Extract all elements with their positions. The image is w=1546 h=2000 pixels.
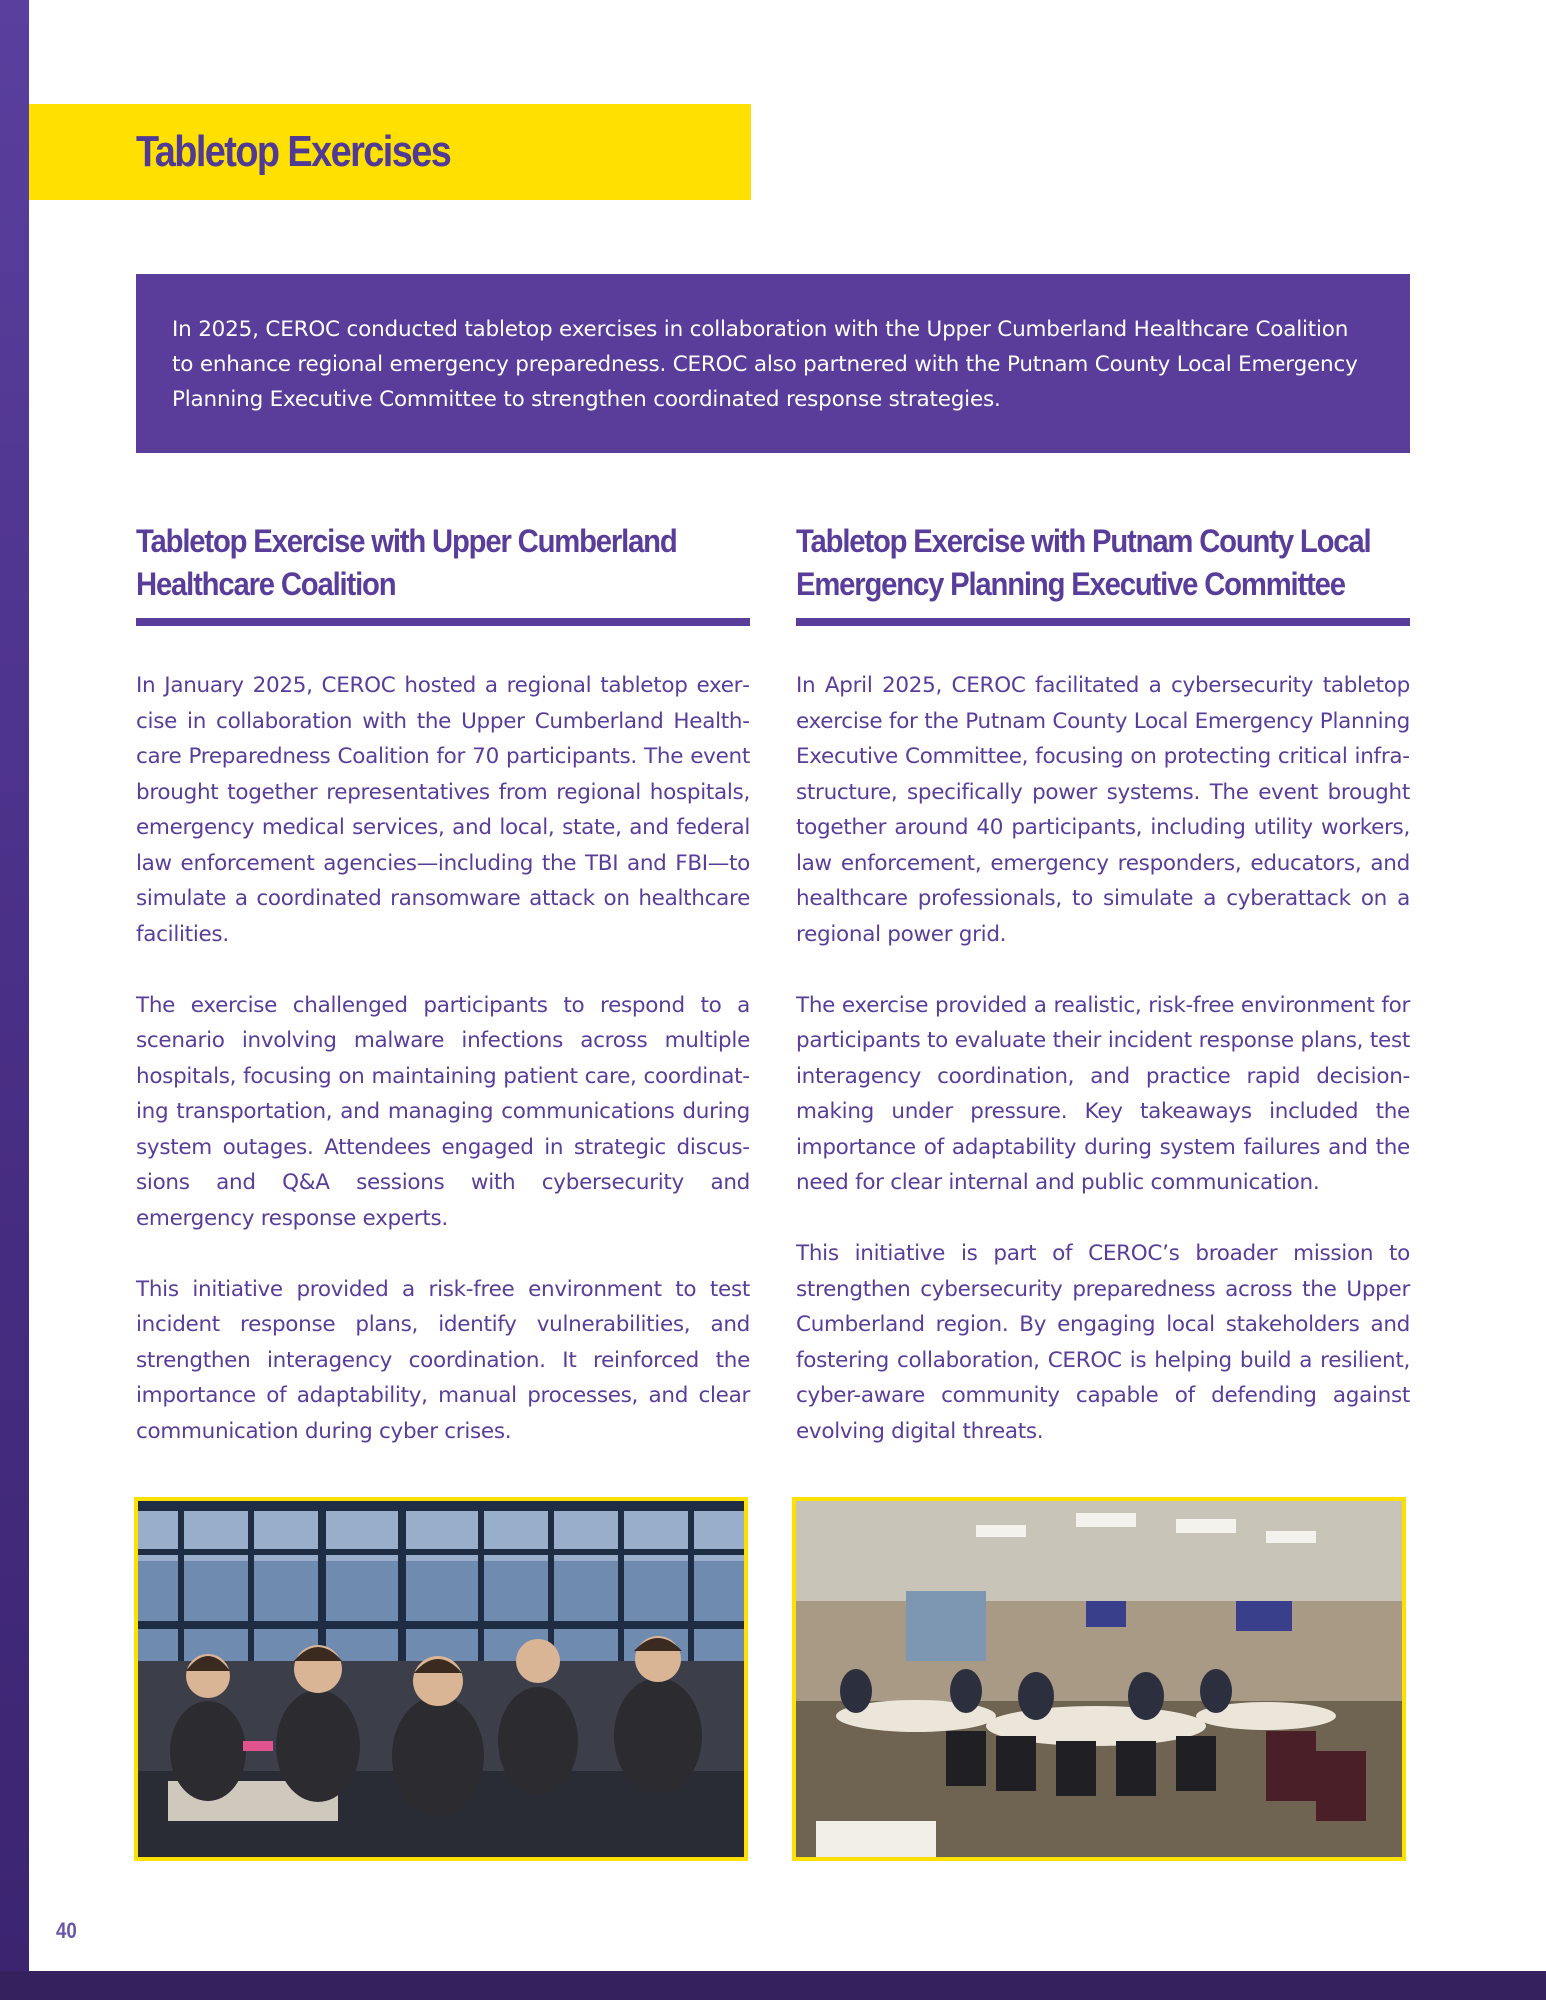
- putnam-exercise-photo: [792, 1497, 1406, 1861]
- left-column: [136, 520, 750, 1485]
- bottom-accent-bar: [0, 1971, 1546, 2000]
- left-paragraph-2: The exercise challenged participants to respond to a scenario involving malware infections across multiple hospitals, focusing on maintaining patient care, coordinating transportation, and managing communications during system outages. Attendees engaged in strategic discussions and Q&A sessions with cybersecurity and emergency response experts.: [136, 992, 750, 1231]
- left-heading-line-2: Healthcare Coalition: [136, 566, 396, 602]
- intro-text: In 2025, CEROC conducted tabletop exercises in collaboration with the Upper Cumberland Healthcare Coalition to enhance regional emergency preparedness. CEROC also partnered with the Putnam County Local Emergency Planning Executive Committee to strengthen coordinated response strategies.: [172, 317, 1358, 412]
- right-column: [796, 520, 1410, 1485]
- right-heading-rule: [796, 618, 1410, 626]
- page-number: 40: [56, 1918, 77, 1943]
- intro-box: [136, 274, 1410, 453]
- right-heading-line-1: Tabletop Exercise with Putnam County Local: [796, 523, 1371, 559]
- putnam-exercise-illustration: [796, 1501, 1402, 1857]
- left-column-heading: [136, 520, 689, 616]
- left-heading-line-1: Tabletop Exercise with Upper Cumberland: [136, 523, 677, 559]
- right-paragraph-3: This initiative is part of CEROC’s broader mission to strengthen cybersecurity preparedness across the Upper Cumberland region. By engaging local stakeholders and fostering collaboration, CEROC is helping build a resilient, cyber-aware community capable of defending against evolving digital threats.: [796, 1241, 1410, 1444]
- left-heading-rule: [136, 618, 750, 626]
- right-paragraph-2: The exercise provided a realistic, risk-free environment for participants to evaluate their incident response plans, test interagency coordination, and practice rapid decision-making under pressure. Key takeaways included the importance of adaptability during system failures and the need for clear internal and public communication.: [796, 992, 1410, 1195]
- right-heading-line-2: Emergency Planning Executive Committee: [796, 566, 1345, 602]
- right-column-heading: [796, 520, 1371, 616]
- left-column-body: [136, 668, 750, 1449]
- right-column-body: [796, 668, 1410, 1449]
- left-accent-bar: [0, 0, 29, 2000]
- healthcare-exercise-illustration: [138, 1501, 744, 1857]
- healthcare-exercise-photo: [134, 1497, 748, 1861]
- right-paragraph-1: In April 2025, CEROC facilitated a cybersecurity tabletop exercise for the Putnam County Local Emergency Planning Executive Committee, focusing on protecting critical infrastructure, specifically power systems. The event brought together around 40 participants, including utility workers, law enforcement, emergency responders, educators, and healthcare professionals, to simulate a cyberattack on a regional power grid.: [796, 673, 1410, 947]
- left-paragraph-3: This initiative provided a risk-free environment to test incident response plans, identify vulnerabilities, and strengthen interagency coordination. It reinforced the importance of adaptability, manual processes, and clear communication during cyber crises.: [136, 1276, 750, 1444]
- page-title: Tabletop Exercises: [136, 127, 451, 176]
- left-paragraph-1: In January 2025, CEROC hosted a regional tabletop exercise in collaboration with the Upper Cumberland Healthcare Preparedness Coalition for 70 participants. The event brought together representatives from regional hospitals, emergency medical services, and local, state, and federal law enforcement agencies—including the TBI and FBI—to simulate a coordinated ransomware attack on healthcare facilities.: [136, 673, 750, 947]
